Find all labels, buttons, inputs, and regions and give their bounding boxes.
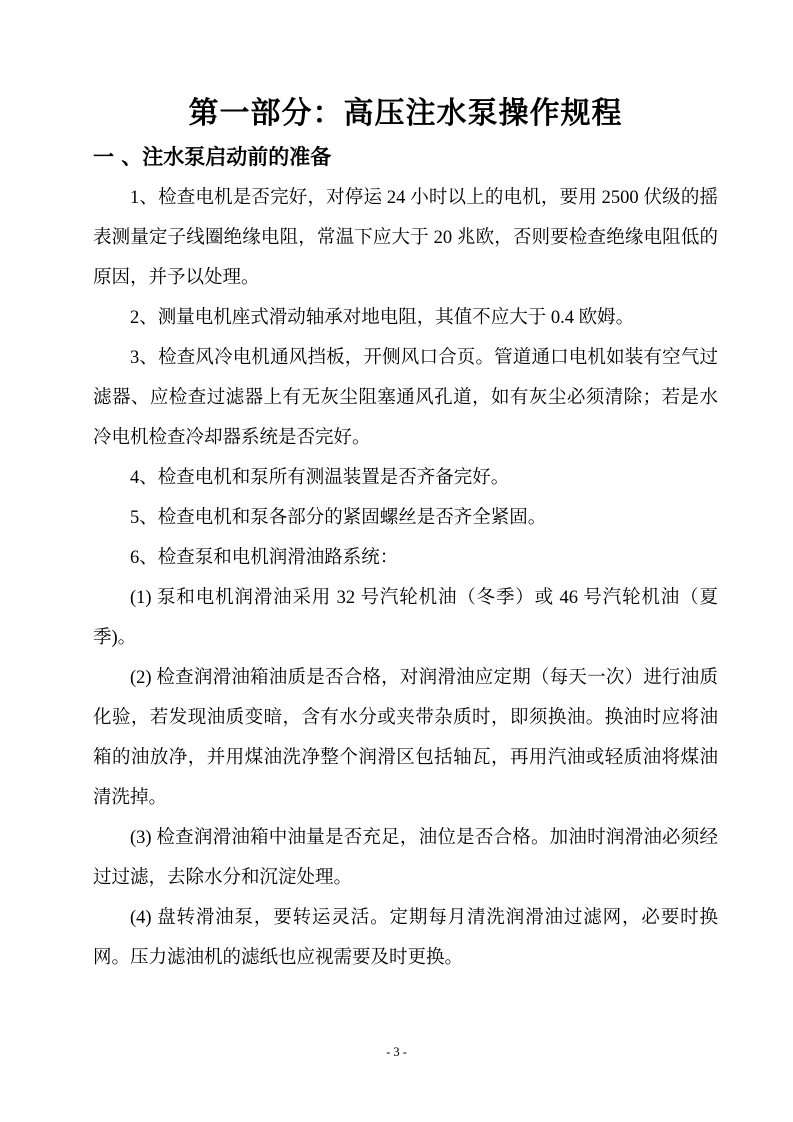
paragraph: (3) 检查润滑油箱中油量是否充足，油位是否合格。加油时润滑油必须经过过滤，去除水分和沉淀处理。 (93, 828, 718, 888)
paragraph: (4) 盘转滑油泵，要转运灵活。定期每月清洗润滑油过滤网，必要时换网。压力滤油机的滤纸也应视需要及时更换。 (93, 908, 718, 968)
page-number-footer: - 3 - (386, 1045, 407, 1059)
section-heading: 一 、注水泵启动前的准备 (93, 145, 332, 169)
paragraph: (2) 检查润滑油箱油质是否合格，对润滑油应定期（每天一次）进行油质化验，若发现油质变暗，含有水分或夹带杂质时，即须换油。换油时应将油箱的油放净，并用煤油洗净整个润滑区包括轴瓦，再用汽油或轻质油将煤油清洗掉。 (93, 668, 718, 808)
document-body (93, 178, 718, 978)
paragraph: 4、检查电机和泵所有测温装置是否齐备完好。 (130, 468, 510, 488)
paragraph: 3、检查风冷电机通风挡板，开侧风口合页。管道通口电机如装有空气过滤器、应检查过滤器上有无灰尘阻塞通风孔道，如有灰尘必须清除；若是水冷电机检查冷却器系统是否完好。 (93, 348, 718, 448)
document-title: 第一部分：高压注水泵操作规程 (188, 96, 623, 131)
paragraph: 2、测量电机座式滑动轴承对地电阻，其值不应大于 0.4 欧姆。 (130, 308, 635, 328)
paragraph: 5、检查电机和泵各部分的紧固螺丝是否齐全紧固。 (130, 508, 547, 528)
paragraph: 6、检查泵和电机润滑油路系统： (130, 548, 399, 568)
paragraph: (1) 泵和电机润滑油采用 32 号汽轮机油（冬季）或 46 号汽轮机油（夏季)。 (93, 588, 718, 648)
paragraph: 1、检查电机是否完好，对停运 24 小时以上的电机，要用 2500 伏级的摇表测量定子线圈绝缘电阻，常温下应大于 20 兆欧，否则要检查绝缘电阻低的原因，并予以处理。 (93, 188, 718, 288)
